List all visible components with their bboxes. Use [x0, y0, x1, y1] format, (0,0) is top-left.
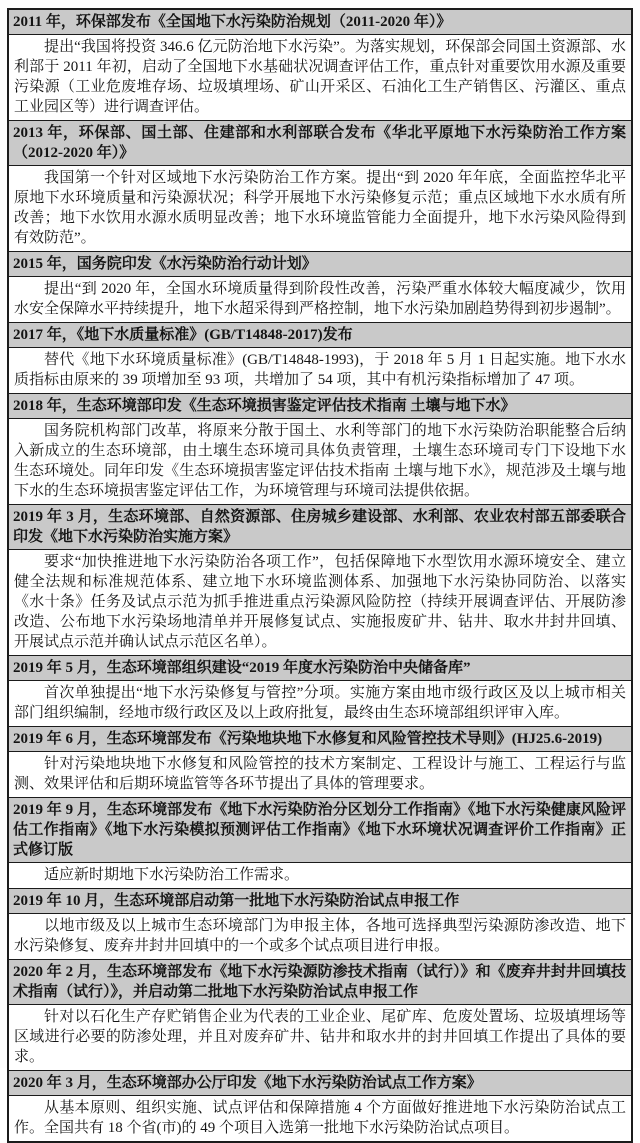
entry-header [9, 10, 631, 35]
entry-body-text: 提出“到 2020 年，全国水环境质量得到阶段性改善，污染严重水体较大幅度减少，饮用水安全保障水平持续提升，地下水超采得到严格控制，地下水污染加剧趋势得到初步遏制”。 [14, 281, 626, 317]
entry-body-text: 国务院机构部门改革，将原来分散于国土、水利等部门的地下水污染防治职能整合后纳入新成立的生态环境部，由土壤生态环境司具体负责管理，土壤生态环境司专门下设地下水生态环境处。同年印发《生态环境损害鉴定评估技术指南 土壤与地下水》，规范涉及土壤与地下水的生态环境损害鉴定评估工作，为环境管理与环境司法提供依据。 [14, 423, 626, 499]
entry-body [9, 1096, 631, 1141]
entry-header [9, 121, 631, 166]
entry-header [9, 323, 631, 348]
entry-body [9, 419, 631, 505]
entry-body-text: 提出“我国将投资 346.6 亿元防治地下水污染”。为落实规划，环保部会同国土资源部、水利部于 2011 年初，启动了全国地下水基础状况调查评估工作，重点针对重要饮用水源及重要污染源（工业危废堆存场、垃圾填埋场、矿山开采区、石油化工生产销售区、污灌区、重点工业园区等）进行调查评估。 [14, 39, 626, 115]
entry-body-text: 以地市级及以上城市生态环境部门为申报主体，各地可选择典型污染源防渗改造、地下水污染修复、废弃井封井回填中的一个或多个试点项目进行申报。 [14, 918, 626, 954]
timeline-entry [9, 323, 631, 394]
entry-body [9, 1005, 631, 1071]
entry-header-text: 2013 年，环保部、国土部、住建部和水利部联合发布《华北平原地下水污染防治工作方案（2012-2020 年）》 [13, 125, 626, 161]
entry-header [9, 798, 631, 863]
entry-body-text: 针对以石化生产存贮销售企业为代表的工业企业、尾矿库、危废处置场、垃圾填埋场等区域进行必要的防渗处理，并且对废弃矿井、钻井和取水井的封井回填工作提出了具体的要求。 [14, 1009, 626, 1065]
entry-body [9, 166, 631, 252]
entry-header [9, 505, 631, 550]
entry-header [9, 394, 631, 419]
entry-header-text: 2020 年 3 月，生态环境部办公厅印发《地下水污染防治试点工作方案》 [13, 1075, 482, 1091]
entry-header-text: 2011 年，环保部发布《全国地下水污染防治规划（2011-2020 年）》 [13, 14, 452, 30]
timeline-entry [9, 505, 631, 656]
entry-body-text: 首次单独提出“地下水污染修复与管控”分项。实施方案由地市级行政区及以上城市相关部门组织编制，经地市级行政区及以上政府批复，最终由生态环境部组织评审入库。 [14, 685, 626, 721]
entry-body [9, 277, 631, 323]
entry-header-text: 2020 年 2 月，生态环境部发布《地下水污染源防渗技术指南（试行）》和《废弃井封井回填技术指南（试行）》，并启动第二批地下水污染防治试点申报工作 [13, 964, 626, 1000]
entry-body-text: 针对污染地块地下水修复和风险管控的技术方案制定、工程设计与施工、工程运行与监测、效果评估和后期环境监管等各环节提出了具体的管理要求。 [14, 756, 626, 792]
entry-body [9, 348, 631, 394]
timeline-entry [9, 1071, 631, 1141]
timeline-entry [9, 252, 631, 323]
entry-header-text: 2019 年 9 月，生态环境部发布《地下水污染防治分区划分工作指南》《地下水污染健康风险评估工作指南》《地下水污染模拟预测评估工作指南》《地下水环境状况调查评价工作指南》正式修订版 [13, 802, 626, 858]
entry-header-text: 2017 年，《地下水质量标准》(GB/T14848-2017)发布 [13, 327, 353, 343]
entry-header [9, 889, 631, 914]
entry-body-text: 从基本原则、组织实施、试点评估和保障措施 4 个方面做好推进地下水污染防治试点工作。全国共有 18 个省(市)的 49 个项目入选第一批地下水污染防治试点项目。 [14, 1100, 626, 1136]
entry-header [9, 656, 631, 681]
timeline-entry [9, 121, 631, 252]
entry-body [9, 752, 631, 798]
timeline-entry [9, 394, 631, 505]
entry-header-text: 2019 年 6 月，生态环境部发布《污染地块地下水修复和风险管控技术导则》(HJ25.6-2019) [13, 731, 603, 747]
timeline-entry [9, 960, 631, 1071]
entry-body-text: 替代《地下水环境质量标准》(GB/T14848-1993)，于 2018 年 5 月 1 日起实施。地下水水质指标由原来的 39 项增加至 93 项，共增加了 54 项，其中有机污染指标增加了 47 项。 [14, 352, 626, 388]
timeline-entry [9, 889, 631, 960]
entry-body [9, 914, 631, 960]
entry-header-text: 2019 年 3 月，生态环境部、自然资源部、住房城乡建设部、水利部、农业农村部五部委联合印发《地下水污染防治实施方案》 [13, 509, 626, 545]
entry-body [9, 681, 631, 727]
timeline-entry [9, 798, 631, 889]
entry-header [9, 1071, 631, 1096]
entry-header [9, 252, 631, 277]
entry-header [9, 960, 631, 1005]
entry-body [9, 863, 631, 889]
timeline-entry [9, 727, 631, 798]
entry-body-text: 适应新时期地下水污染防治工作需求。 [44, 867, 300, 883]
policy-timeline-table [7, 8, 633, 1143]
entry-header-text: 2019 年 10 月，生态环境部启动第一批地下水污染防治试点申报工作 [13, 893, 460, 909]
timeline-entry [9, 656, 631, 727]
entry-body-text: 我国第一个针对区域地下水污染防治工作方案。提出“到 2020 年年底，全面监控华北平原地下水环境质量和污染源状况；科学开展地下水污染修复示范；重点区域地下水水质有所改善；地下水饮用水源水质明显改善；地下水环境监管能力全面提升，地下水污染风险得到有效防范”。 [14, 170, 626, 246]
timeline-entry [9, 10, 631, 121]
entry-header-text: 2018 年，生态环境部印发《生态环境损害鉴定评估技术指南 土壤与地下水》 [13, 398, 516, 414]
entry-header-text: 2019 年 5 月，生态环境部组织建设“2019 年度水污染防治中央储备库” [13, 660, 471, 676]
entry-header-text: 2015 年，国务院印发《水污染防治行动计划》 [13, 256, 317, 272]
entry-body [9, 35, 631, 121]
entry-body-text: 要求“加快推进地下水污染防治各项工作”，包括保障地下水型饮用水源环境安全、建立健全法规和标准规范体系、建立地下水环境监测体系、加强地下水污染协同防治、以落实《水十条》任务及试点示范为抓手推进重点污染源风险防控（持续开展调查评估、开展防渗改造、公布地下水污染场地清单并开展修复试点、实施报废矿井、钻井、取水井封井回填、开展试点示范并确认试点示范区名单）。 [14, 554, 626, 650]
entry-header [9, 727, 631, 752]
entry-body [9, 550, 631, 656]
